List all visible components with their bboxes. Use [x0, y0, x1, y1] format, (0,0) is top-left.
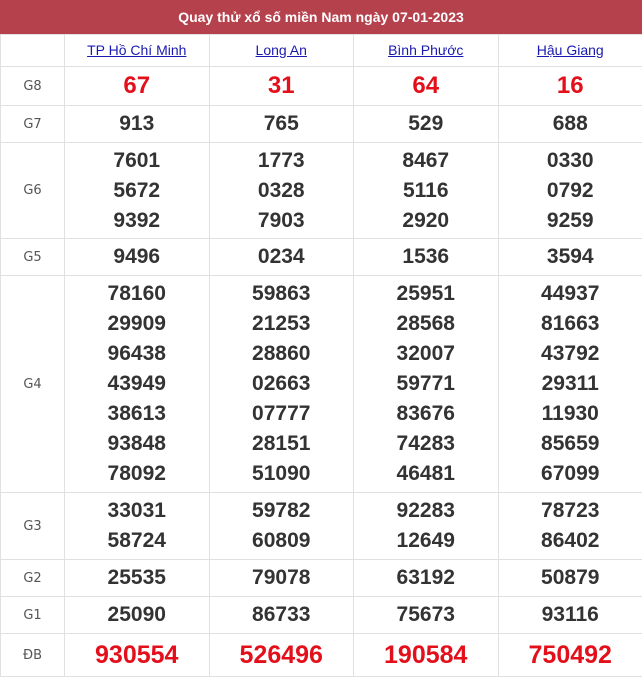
prize-value: 11930	[541, 402, 599, 425]
prize-value: 1773	[257, 148, 305, 172]
prize-value: 3594	[498, 239, 642, 276]
prize-value: 74283	[396, 432, 455, 455]
prize-value: 50879	[498, 560, 642, 597]
province-header-row	[1, 35, 642, 67]
prize-row-g6	[1, 143, 642, 239]
prize-label: G5	[1, 239, 65, 276]
prize-value: 9496	[65, 239, 210, 276]
province-cell	[209, 35, 354, 67]
prize-row-g3	[1, 493, 642, 560]
prize-value: 75673	[354, 597, 499, 634]
prize-value: 28860	[252, 342, 311, 365]
prize-value: 32007	[396, 342, 455, 365]
prize-value: 0234	[209, 239, 354, 276]
page-title: Quay thử xổ số miền Nam ngày 07-01-2023	[0, 0, 642, 34]
prize-value: 67099	[541, 462, 600, 485]
prize-row-special	[1, 634, 642, 677]
prize-cell	[209, 493, 354, 560]
prize-value: 28568	[396, 312, 455, 335]
prize-value: 86402	[541, 529, 600, 552]
prize-label: G6	[1, 143, 65, 239]
province-cell	[354, 35, 499, 67]
prize-value: 85659	[541, 432, 600, 455]
prize-value: 913	[65, 106, 210, 143]
prize-value: 1536	[354, 239, 499, 276]
prize-value: 29311	[541, 372, 599, 395]
prize-label: G7	[1, 106, 65, 143]
prize-value: 9259	[546, 208, 594, 232]
prize-cell	[209, 143, 354, 239]
prize-row-g7	[1, 106, 642, 143]
prize-label: ĐB	[1, 634, 65, 677]
prize-value: 765	[209, 106, 354, 143]
special-prize-value: 190584	[354, 634, 499, 677]
prize-value: 5116	[402, 178, 449, 202]
prize-value: 93116	[498, 597, 642, 634]
prize-value: 59782	[252, 499, 311, 522]
prize-value: 29909	[107, 312, 166, 335]
prize-value: 0330	[546, 148, 594, 172]
prize-row-g4	[1, 276, 642, 493]
prize-value: 2920	[402, 208, 450, 232]
prize-value: 25951	[396, 282, 455, 305]
prize-cell	[65, 143, 210, 239]
prize-value: 43792	[541, 342, 600, 365]
prize-row-g8	[1, 67, 642, 106]
special-prize-value: 930554	[65, 634, 210, 677]
prize-value: 8467	[402, 148, 450, 172]
prize-value: 78092	[107, 462, 166, 485]
prize-label: G2	[1, 560, 65, 597]
province-link[interactable]: Long An	[255, 41, 307, 58]
prize-value: 51090	[252, 462, 311, 485]
prize-cell	[498, 143, 642, 239]
prize-value: 21253	[252, 312, 311, 335]
prize-value: 59771	[396, 372, 455, 395]
prize-value: 83676	[396, 402, 455, 425]
prize-cell	[209, 276, 354, 493]
prize-label: G4	[1, 276, 65, 493]
prize-value: 59863	[252, 282, 311, 305]
prize-value: 60809	[252, 529, 311, 552]
prize-value: 31	[209, 67, 354, 106]
prize-value: 0328	[257, 178, 305, 202]
prize-cell	[354, 276, 499, 493]
prize-value: 7903	[257, 208, 305, 232]
prize-row-g2	[1, 560, 642, 597]
prize-cell	[65, 276, 210, 493]
prize-value: 96438	[107, 342, 166, 365]
prize-value: 86733	[209, 597, 354, 634]
prize-value: 5672	[113, 178, 161, 202]
prize-value: 44937	[541, 282, 600, 305]
prize-value: 93848	[107, 432, 166, 455]
prize-value: 529	[354, 106, 499, 143]
prize-value: 67	[65, 67, 210, 106]
prize-value: 46481	[396, 462, 455, 485]
prize-row-g5	[1, 239, 642, 276]
prize-value: 12649	[396, 529, 455, 552]
special-prize-value: 526496	[209, 634, 354, 677]
province-cell	[498, 35, 642, 67]
prize-cell	[354, 143, 499, 239]
prize-value: 28151	[252, 432, 311, 455]
prize-label: G3	[1, 493, 65, 560]
province-link[interactable]: Bình Phước	[388, 41, 464, 58]
prize-value: 9392	[113, 208, 161, 232]
prize-value: 16	[498, 67, 642, 106]
prize-label: G8	[1, 67, 65, 106]
prize-value: 07777	[252, 402, 311, 425]
special-prize-value: 750492	[498, 634, 642, 677]
prize-value: 0792	[546, 178, 594, 202]
prize-value: 92283	[396, 499, 455, 522]
prize-value: 7601	[113, 148, 161, 172]
province-link[interactable]: Hậu Giang	[536, 41, 604, 58]
results-table	[0, 34, 642, 677]
province-cell	[65, 35, 210, 67]
prize-value: 78160	[107, 282, 166, 305]
prize-value: 78723	[541, 499, 600, 522]
prize-cell	[498, 493, 642, 560]
prize-value: 25090	[65, 597, 210, 634]
prize-value: 688	[498, 106, 642, 143]
prize-value: 58724	[107, 529, 166, 552]
prize-value: 02663	[252, 372, 311, 395]
prize-row-g1	[1, 597, 642, 634]
corner-cell	[1, 35, 65, 67]
prize-value: 43949	[107, 372, 166, 395]
prize-cell	[498, 276, 642, 493]
prize-value: 79078	[209, 560, 354, 597]
prize-value: 38613	[107, 402, 166, 425]
prize-value: 33031	[107, 499, 166, 522]
prize-value: 64	[354, 67, 499, 106]
prize-value: 63192	[354, 560, 499, 597]
prize-label: G1	[1, 597, 65, 634]
province-link[interactable]: TP Hồ Chí Minh	[87, 41, 187, 58]
prize-cell	[65, 493, 210, 560]
prize-value: 81663	[541, 312, 600, 335]
prize-value: 25535	[65, 560, 210, 597]
prize-cell	[354, 493, 499, 560]
